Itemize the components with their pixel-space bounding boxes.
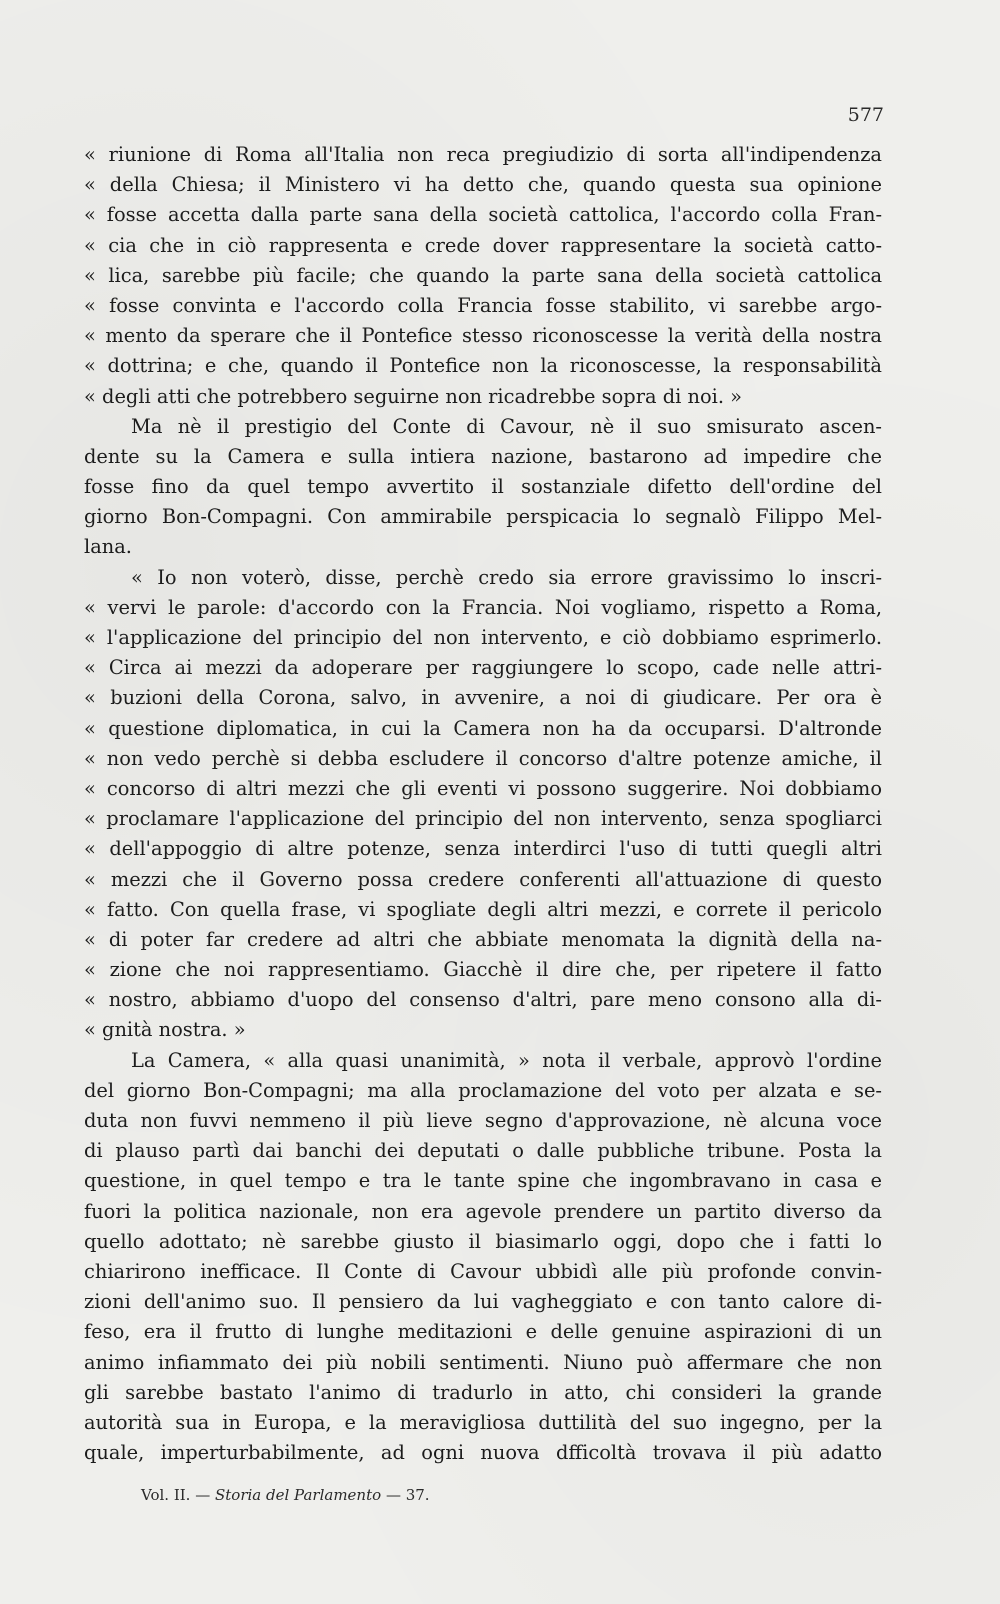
paragraph-first-line: La Camera, « alla quasi unanimità, » nota il verbale, approvò l'ordine: [131, 1048, 882, 1072]
text-line: « lica, sarebbe più facile; che quando la parte sana della società cattolica: [84, 263, 882, 287]
text-line: « gnità nostra. »: [84, 1018, 246, 1042]
text-line: giorno Bon-Compagni. Con ammirabile perspicacia lo segnalò Filippo Mel-: [84, 505, 882, 529]
text-line: feso, era il frutto di lunghe meditazioni e delle genuine aspirazioni di un: [84, 1320, 882, 1344]
paragraph-first-line: « Io non voterò, disse, perchè credo sia errore gravissimo lo inscri-: [131, 565, 882, 589]
text-line: gli sarebbe bastato l'animo di tradurlo in atto, chi consideri la grande: [84, 1380, 882, 1404]
text-line: « zione che noi rappresentiamo. Giacchè il dire che, per ripetere il fatto: [84, 958, 882, 982]
body-text: [84, 140, 882, 1468]
page-footer: [141, 1486, 430, 1504]
text-line: duta non fuvvi nemmeno il più lieve segno d'approvazione, nè alcuna voce: [84, 1109, 882, 1132]
text-line: « fosse accetta dalla parte sana della società cattolica, l'accordo colla Fran-: [84, 203, 882, 227]
text-line: del giorno Bon-Compagni; ma alla proclamazione del voto per alzata e se-: [84, 1078, 882, 1102]
text-line: « cia che in ciò rappresenta e crede dover rappresentare la società catto-: [84, 233, 882, 257]
footer-signature: — 37.: [385, 1486, 430, 1504]
text-line: autorità sua in Europa, e la meravigliosa duttilità del suo ingegno, per la: [84, 1410, 882, 1434]
text-line: « dottrina; e che, quando il Pontefice non la riconoscesse, la responsabilità: [84, 354, 882, 378]
text-line: zioni dell'animo suo. Il pensiero da lui vagheggiato e con tanto calore di-: [84, 1290, 882, 1314]
text-line: dente su la Camera e sulla intiera nazione, bastarono ad impedire che: [84, 444, 882, 468]
text-line: chiarirono inefficace. Il Conte di Cavour ubbidì alle più profonde convin-: [84, 1259, 882, 1283]
paragraph-first-line: Ma nè il prestigio del Conte di Cavour, nè il suo smisurato ascen-: [131, 414, 882, 438]
text-line: « degli atti che potrebbero seguirne non ricadrebbe sopra di noi. »: [84, 384, 743, 408]
text-line: « questione diplomatica, in cui la Camera non ha da occuparsi. D'altronde: [84, 716, 882, 740]
text-line: « vervi le parole: d'accordo con la Francia. Noi vogliamo, rispetto a Roma,: [84, 595, 882, 619]
text-line: « mento da sperare che il Pontefice stesso riconoscesse la verità della nostra: [84, 324, 882, 348]
text-line: « mezzi che il Governo possa credere conferenti all'attuazione di questo: [84, 867, 882, 891]
page-number: 577: [847, 104, 884, 126]
text-line: « concorso di altri mezzi che gli eventi vi possono suggerire. Noi dobbiamo: [84, 776, 882, 800]
text-line: « di poter far credere ad altri che abbiate menomata la dignità della na-: [84, 927, 882, 951]
text-line: di plauso partì dai banchi dei deputati o dalle pubbliche tribune. Posta la: [84, 1139, 882, 1163]
text-line: « buzioni della Corona, salvo, in avvenire, a noi di giudicare. Per ora è: [84, 686, 882, 710]
text-line: « dell'appoggio di altre potenze, senza interdirci l'uso di tutti quegli altri: [84, 837, 882, 861]
text-line: « fatto. Con quella frase, vi spogliate degli altri mezzi, e correte il pericolo: [84, 897, 882, 921]
text-line: « l'applicazione del principio del non intervento, e ciò dobbiamo esprimerlo.: [84, 626, 882, 649]
footer-title: Storia del Parlamento: [215, 1486, 382, 1504]
text-line: « Circa ai mezzi da adoperare per raggiungere lo scopo, cade nelle attri-: [84, 656, 882, 680]
text-line: « nostro, abbiamo d'uopo del consenso d'altri, pare meno consono alla di-: [84, 988, 882, 1012]
text-line: questione, in quel tempo e tra le tante spine che ingombravano in casa e: [84, 1169, 882, 1193]
text-line: « della Chiesa; il Ministero vi ha detto che, quando questa sua opinione: [84, 173, 882, 197]
text-line: « proclamare l'applicazione del principio del non intervento, senza spogliarci: [84, 807, 882, 831]
text-line: « fosse convinta e l'accordo colla Francia fosse stabilito, vi sarebbe argo-: [84, 293, 882, 317]
footer-volume: Vol. II. —: [141, 1486, 211, 1504]
text-line: fosse fino da quel tempo avvertito il sostanziale difetto dell'ordine del: [84, 475, 882, 499]
text-line: fuori la politica nazionale, non era agevole prendere un partito diverso da: [84, 1199, 882, 1223]
text-line: quello adottato; nè sarebbe giusto il biasimarlo oggi, dopo che i fatti lo: [84, 1229, 882, 1253]
text-line: « non vedo perchè si debba escludere il concorso d'altre potenze amiche, il: [84, 746, 882, 770]
text-line: « riunione di Roma all'Italia non reca pregiudizio di sorta all'indipendenza: [84, 143, 882, 166]
text-line: quale, imperturbabilmente, ad ogni nuova dfficoltà trovava il più adatto: [84, 1441, 882, 1465]
text-line: lana.: [84, 535, 132, 559]
text-line: animo infiammato dei più nobili sentimenti. Niuno può affermare che non: [84, 1350, 882, 1374]
